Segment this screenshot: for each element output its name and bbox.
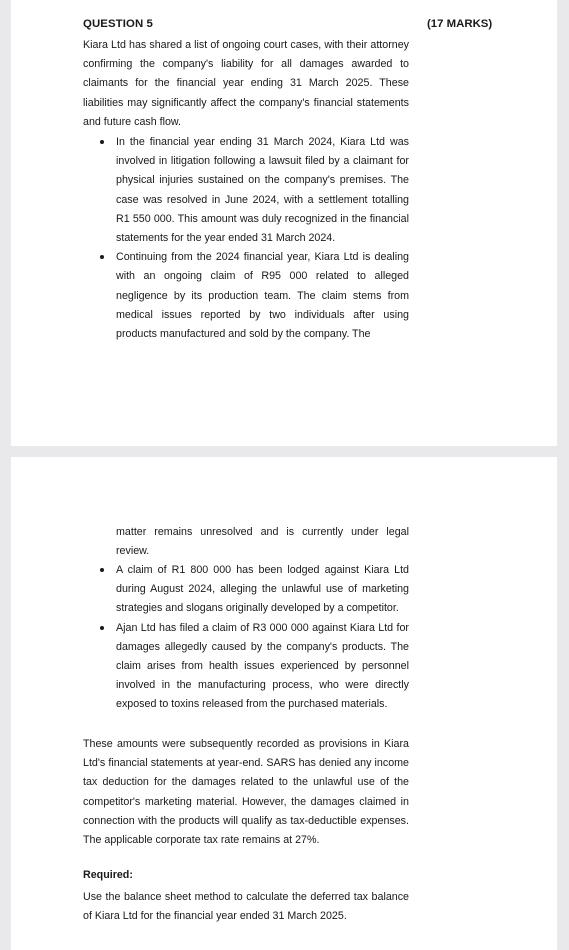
bullet-list-page1 <box>83 133 409 344</box>
intro-paragraph: Kiara Ltd has shared a list of ongoing court cases, with their attorney confirming the company's liability for all damages awarded to claimants for the financial year ending 31 March 2025. These liabilities may significantly affect the company's financial statements and future cash flow. <box>83 39 409 128</box>
bullet-text: Continuing from the 2024 financial year, Kiara Ltd is dealing with an ongoing claim of R95 000 related to alleged negligence by its production team. The claim stems from medical issues reported by two individuals after using products manufactured and sold by the company. The <box>116 251 409 341</box>
bullet-text: Ajan Ltd has filed a claim of R3 000 000 against Kiara Ltd for damages allegedly caused by the company's products. The claim arises from health issues experienced by personnel involved in the manufacturing process, who were directly exposed to toxins released from the purchased materials. <box>116 621 409 711</box>
question-marks: (17 MARKS) <box>427 18 493 30</box>
bullet-item <box>83 248 409 344</box>
required-text: Use the balance sheet method to calculate the deferred tax balance of Kiara Ltd for the financial year ended 31 March 2025. <box>83 891 409 923</box>
document-page-2 <box>11 457 557 950</box>
bullet-icon <box>100 255 104 259</box>
required-heading: Required: <box>83 869 133 881</box>
bullet-text: A claim of R1 800 000 has been lodged against Kiara Ltd during August 2024, alleging the unlawful use of marketing strategies and slogans originally developed by a competitor. <box>116 564 409 615</box>
bullet-icon <box>100 626 104 630</box>
bullet-icon <box>100 140 104 144</box>
document-page-1 <box>11 0 557 446</box>
bullet-item <box>83 561 409 619</box>
bullet-item <box>83 133 409 248</box>
bullet-list-page2 <box>83 561 409 715</box>
bullet-text: In the financial year ending 31 March 2024, Kiara Ltd was involved in litigation following a lawsuit filed by a claimant for physical injuries sustained on the company's premises. The case was resolved in June 2024, with a settlement totalling R1 550 000. This amount was duly recognized in the financial statements for the year ended 31 March 2024. <box>116 136 409 245</box>
bullet-icon <box>100 568 104 572</box>
bullet-item <box>83 619 409 715</box>
closing-paragraph: These amounts were subsequently recorded as provisions in Kiara Ltd's financial statements at year-end. SARS has denied any income tax deduction for the damages related to the unlawful use of the competitor's marketing material. However, the damages claimed in connection with the products will qualify as tax-deductible expenses. The applicable corporate tax rate remains at 27%. <box>83 738 409 847</box>
question-heading: QUESTION 5 <box>83 18 153 30</box>
continuation-text: matter remains unresolved and is currently under legal review. <box>116 526 409 558</box>
